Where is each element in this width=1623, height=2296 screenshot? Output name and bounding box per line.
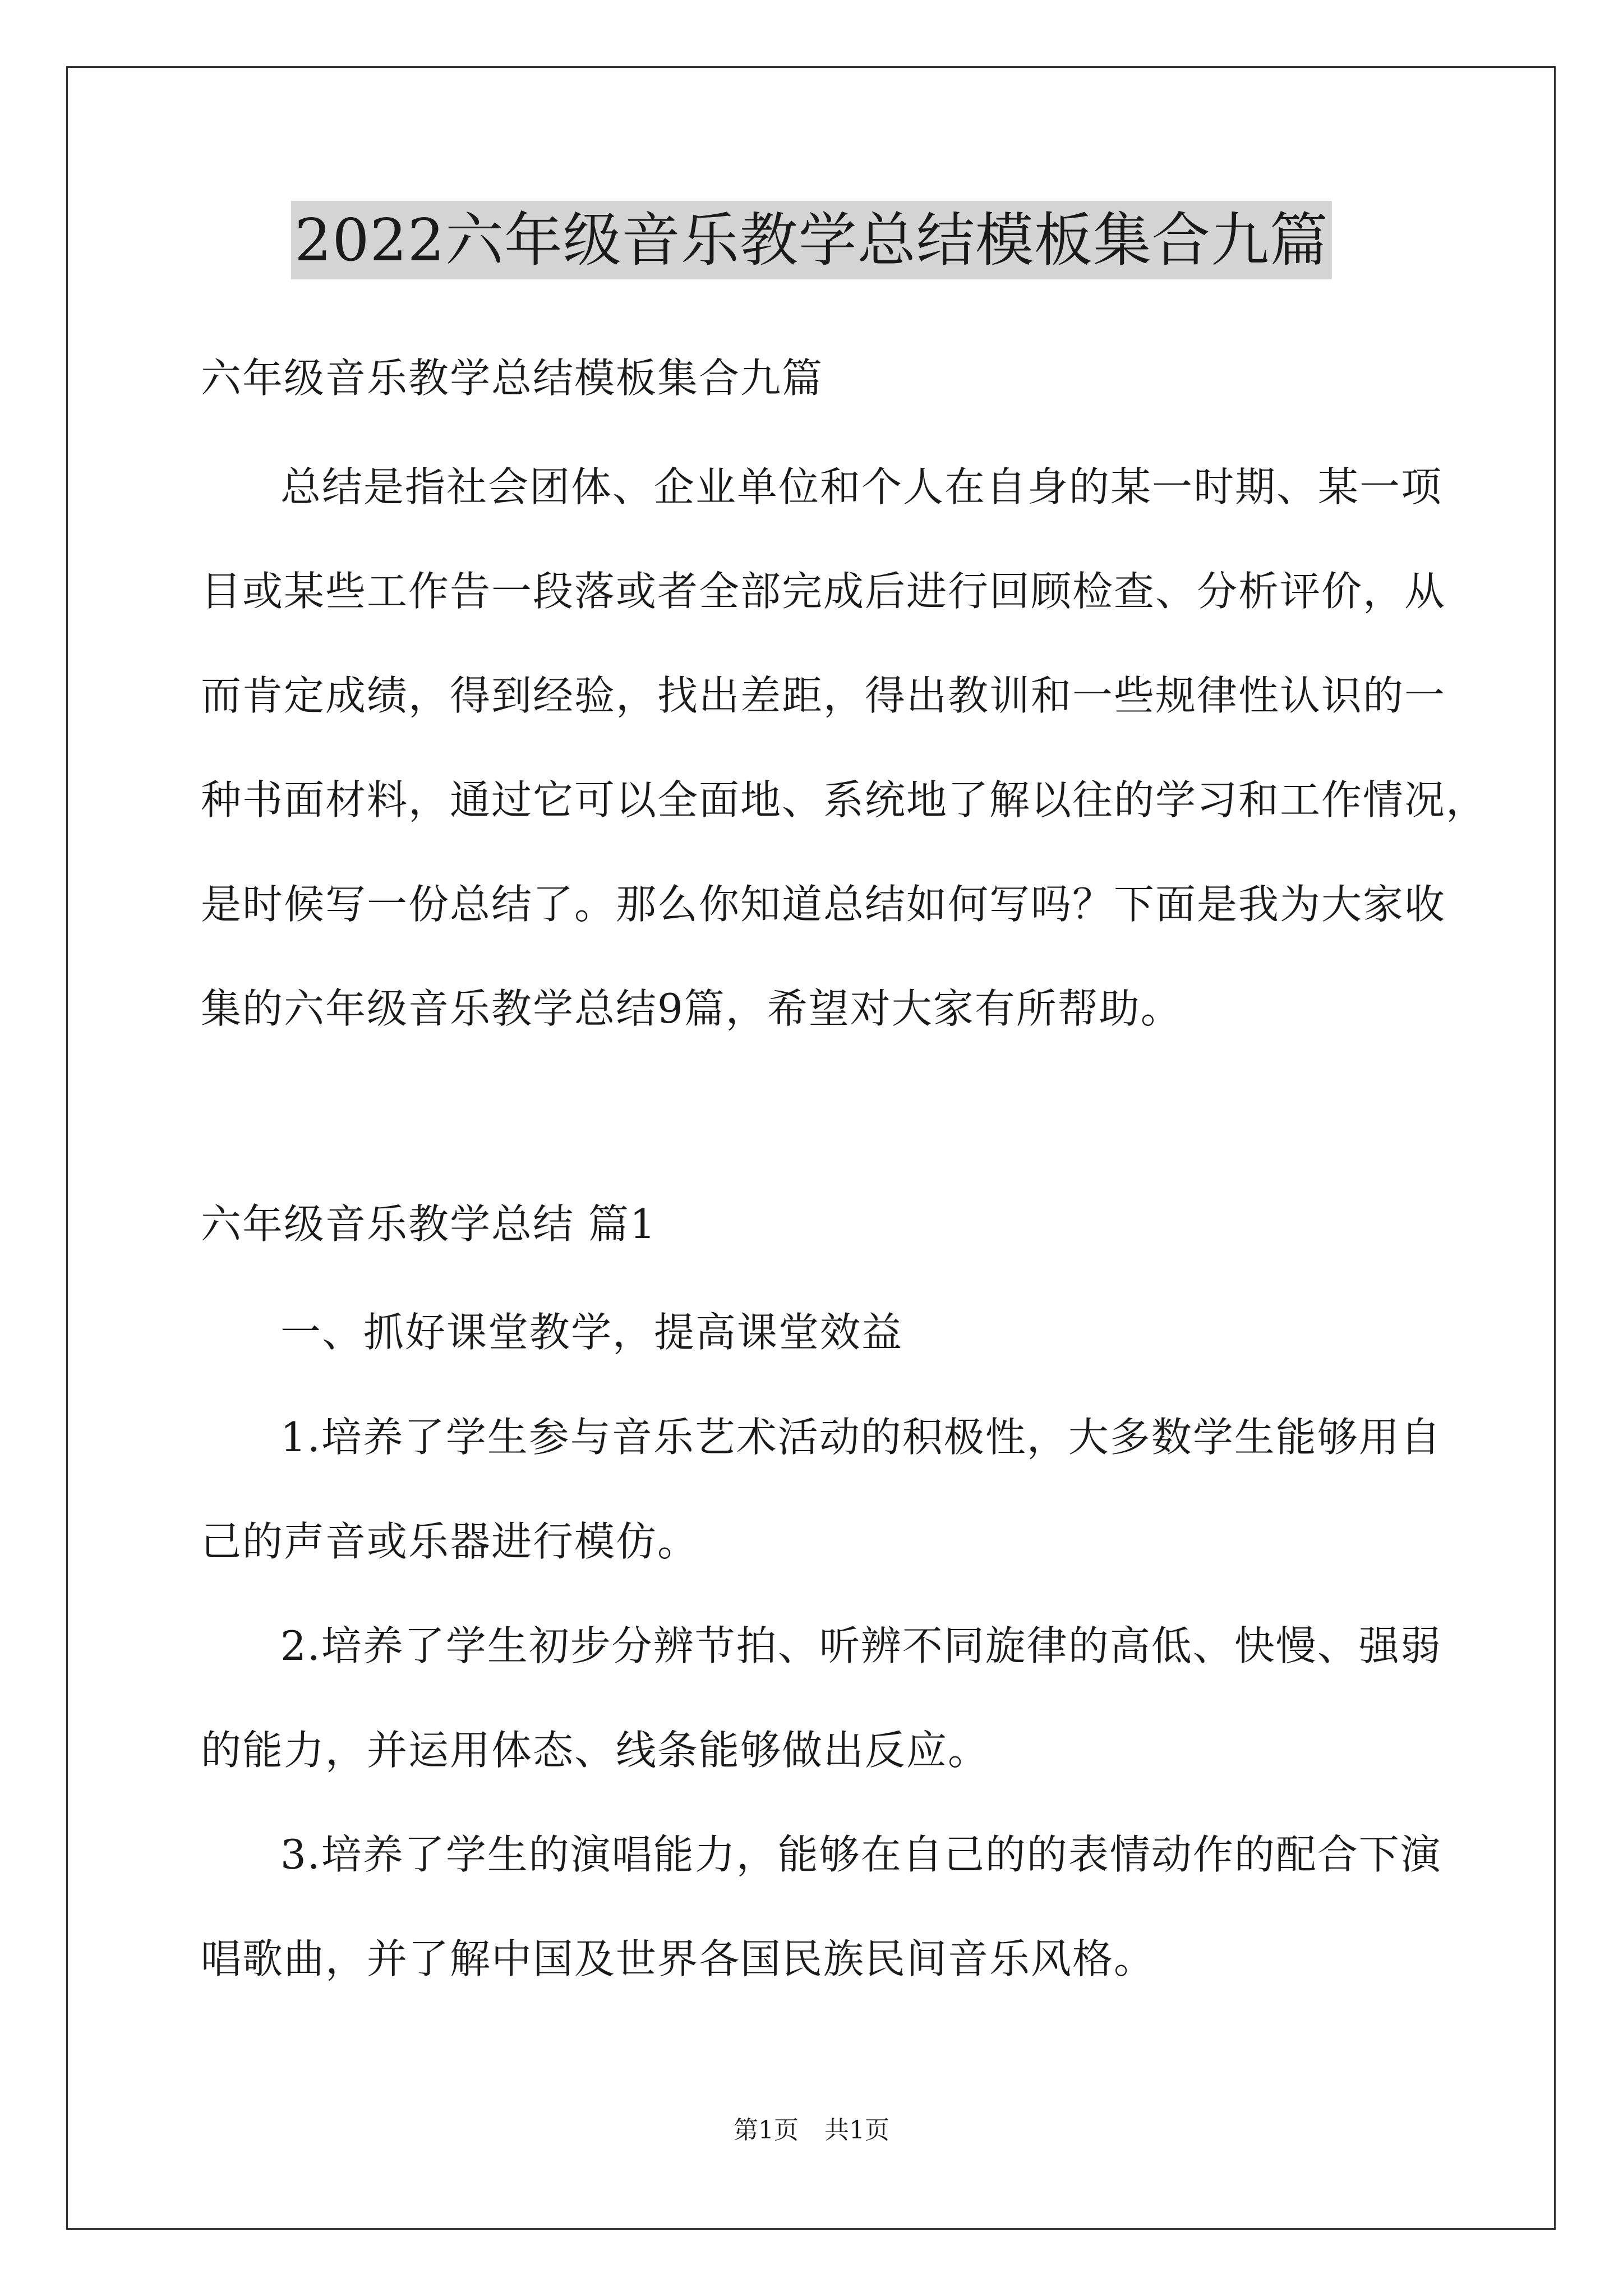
section-subheading: 一、抓好课堂教学，提高课堂效益: [280, 1309, 903, 1356]
list-item-line: 唱歌曲，并了解中国及世界各国民族民间音乐风格。: [201, 1935, 1156, 1982]
section-heading: 六年级音乐教学总结 篇1: [201, 1200, 657, 1248]
document-title: 2022六年级音乐教学总结模板集合九篇: [291, 201, 1332, 279]
intro-line: 集的六年级音乐教学总结9篇，希望对大家有所帮助。: [201, 985, 1182, 1032]
page-footer: [0, 2114, 1623, 2147]
list-item-line: 1.培养了学生参与音乐艺术活动的积极性，大多数学生能够用自: [280, 1414, 1442, 1461]
page-number-current: 第1页: [734, 2116, 799, 2145]
intro-line: 而肯定成绩，得到经验，找出差距，得出教训和一些规律性认识的一: [201, 672, 1446, 719]
document-subtitle: 六年级音乐教学总结模板集合九篇: [201, 355, 824, 402]
intro-line: 目或某些工作告一段落或者全部完成后进行回顾检查、分析评价，从: [201, 568, 1446, 615]
list-item-line: 3.培养了学生的演唱能力，能够在自己的的表情动作的配合下演: [280, 1831, 1442, 1878]
intro-line: 种书面材料，通过它可以全面地、系统地了解以往的学习和工作情况，: [201, 776, 1488, 823]
list-item-line: 的能力，并运用体态、线条能够做出反应。: [201, 1727, 990, 1774]
list-item-line: 2.培养了学生初步分辨节拍、听辨不同旋律的高低、快慢、强弱: [280, 1622, 1442, 1669]
title-wrap: [0, 201, 1623, 279]
list-item-line: 己的声音或乐器进行模仿。: [201, 1518, 699, 1565]
intro-line: 是时候写一份总结了。那么你知道总结如何写吗？下面是我为大家收: [201, 881, 1446, 928]
page-number-total: 共1页: [824, 2116, 889, 2145]
intro-line: 总结是指社会团体、企业单位和个人在自身的某一时期、某一项: [280, 463, 1443, 510]
